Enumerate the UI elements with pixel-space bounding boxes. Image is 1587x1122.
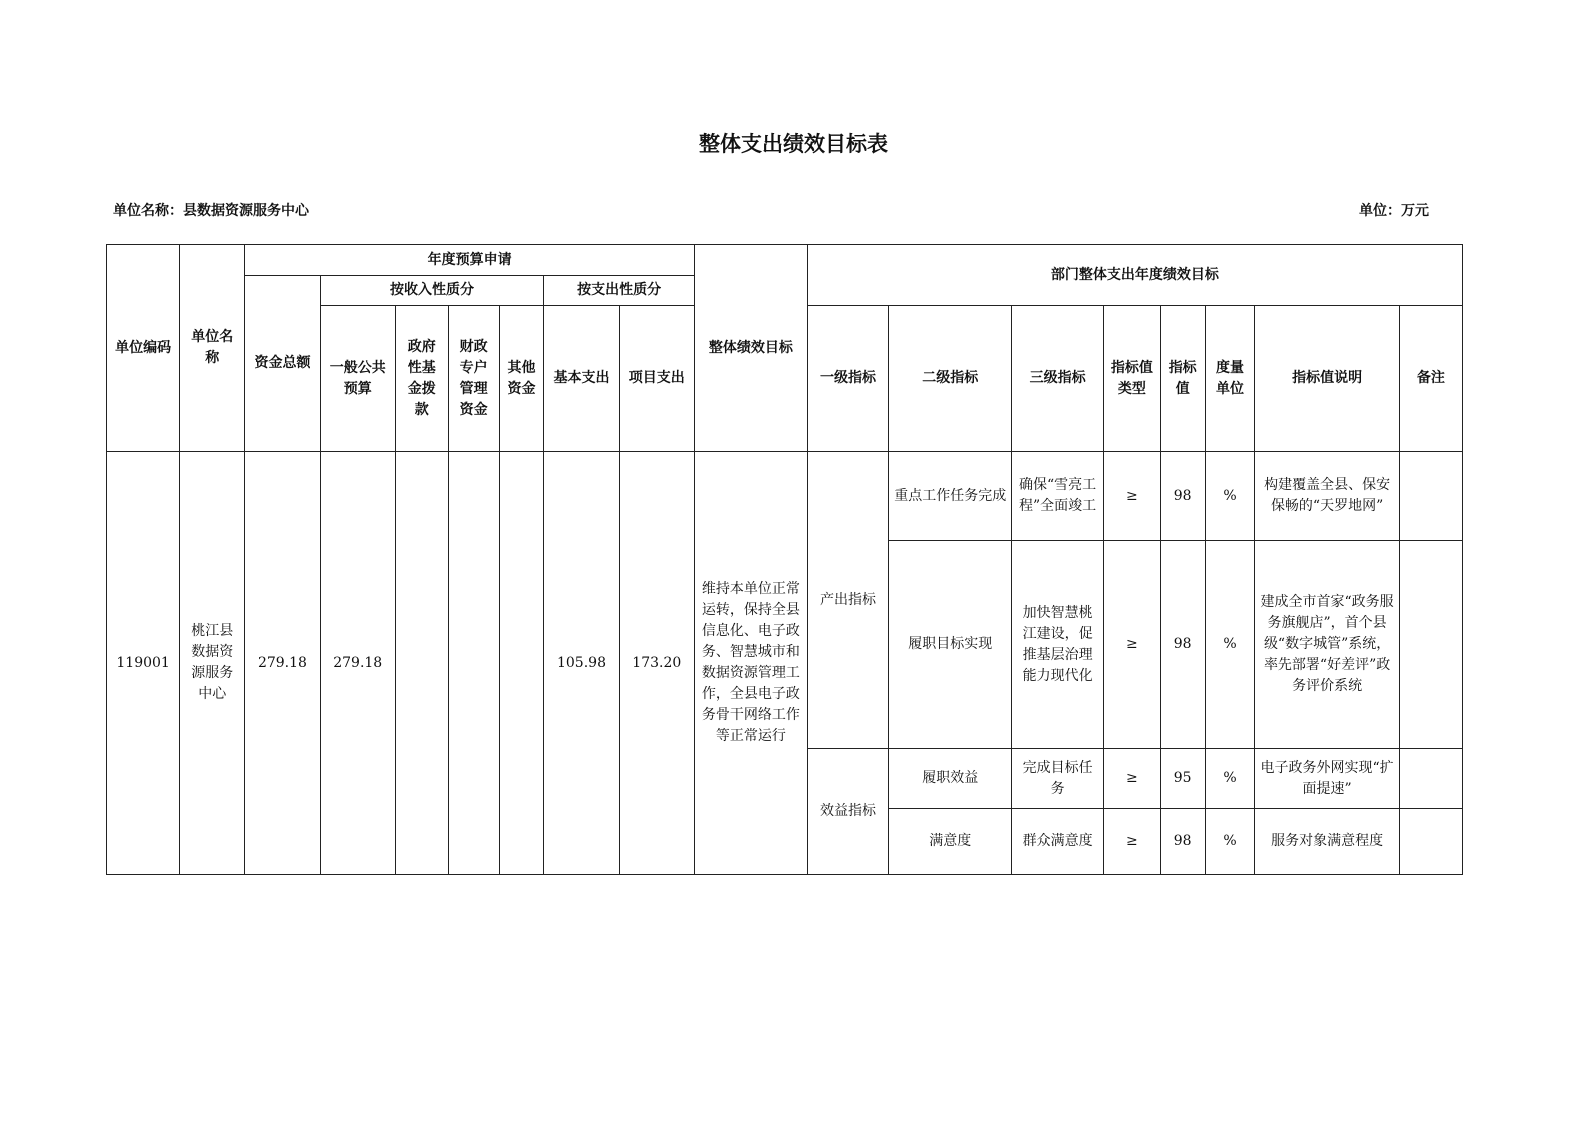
header-by-expense: 按支出性质分 bbox=[544, 276, 695, 306]
header-project-expense: 项目支出 bbox=[619, 306, 694, 452]
cell-level3: 确保“雪亮工程”全面竣工 bbox=[1012, 452, 1104, 541]
cell-fiscal-special bbox=[448, 452, 499, 875]
header-gov-fund: 政府性基金拨款 bbox=[395, 306, 448, 452]
cell-value-desc: 电子政务外网实现“扩面提速” bbox=[1255, 749, 1399, 809]
header-other-funds: 其他资金 bbox=[499, 306, 544, 452]
header-by-income: 按收入性质分 bbox=[320, 276, 544, 306]
page-title: 整体支出绩效目标表 bbox=[699, 132, 888, 156]
cell-level2: 重点工作任务完成 bbox=[889, 452, 1012, 541]
cell-value-type: ≥ bbox=[1103, 541, 1160, 749]
header-value-type: 指标值类型 bbox=[1103, 306, 1160, 452]
header-general-public: 一般公共预算 bbox=[320, 306, 395, 452]
cell-value: 98 bbox=[1160, 541, 1205, 749]
table-row bbox=[107, 452, 1463, 541]
cell-remark bbox=[1399, 749, 1462, 809]
header-budget-apply: 年度预算申请 bbox=[245, 245, 695, 276]
unit-name-label: 单位名称：县数据资源服务中心 bbox=[113, 203, 309, 219]
cell-measure-unit: % bbox=[1205, 541, 1255, 749]
cell-value-type: ≥ bbox=[1103, 452, 1160, 541]
header-fiscal-special: 财政专户管理资金 bbox=[448, 306, 499, 452]
header-value: 指标值 bbox=[1160, 306, 1205, 452]
cell-level1-output: 产出指标 bbox=[807, 452, 888, 749]
cell-general-public: 279.18 bbox=[320, 452, 395, 875]
cell-value-desc: 构建覆盖全县、保安保畅的“天罗地网” bbox=[1255, 452, 1399, 541]
cell-level3: 群众满意度 bbox=[1012, 809, 1104, 875]
cell-project-expense: 173.20 bbox=[619, 452, 694, 875]
cell-level2: 履职目标实现 bbox=[889, 541, 1012, 749]
cell-level2: 履职效益 bbox=[889, 749, 1012, 809]
header-level2: 二级指标 bbox=[889, 306, 1012, 452]
cell-unit-code: 119001 bbox=[107, 452, 180, 875]
header-level1: 一级指标 bbox=[807, 306, 888, 452]
cell-measure-unit: % bbox=[1205, 809, 1255, 875]
cell-level3: 加快智慧桃江建设，促推基层治理能力现代化 bbox=[1012, 541, 1104, 749]
cell-value-desc: 建成全市首家“政务服务旗舰店”，首个县级“数字城管”系统，率先部署“好差评”政务评价系统 bbox=[1255, 541, 1399, 749]
cell-overall-goal: 维持本单位正常运转，保持全县信息化、电子政务、智慧城市和数据资源管理工作，全县电子政务骨干网络工作等正常运行 bbox=[694, 452, 807, 875]
cell-level3: 完成目标任务 bbox=[1012, 749, 1104, 809]
cell-value-type: ≥ bbox=[1103, 809, 1160, 875]
header-total-funds: 资金总额 bbox=[245, 276, 320, 452]
header-row-1 bbox=[107, 245, 1463, 276]
cell-unit-name: 桃江县数据资源服务中心 bbox=[180, 452, 245, 875]
cell-level1-benefit: 效益指标 bbox=[807, 749, 888, 875]
cell-level2: 满意度 bbox=[889, 809, 1012, 875]
cell-gov-fund bbox=[395, 452, 448, 875]
header-unit-name: 单位名称 bbox=[180, 245, 245, 452]
cell-total-funds: 279.18 bbox=[245, 452, 320, 875]
cell-value: 95 bbox=[1160, 749, 1205, 809]
header-remark: 备注 bbox=[1399, 306, 1462, 452]
unit-label: 单位：万元 bbox=[1359, 203, 1429, 219]
cell-value-type: ≥ bbox=[1103, 749, 1160, 809]
cell-remark bbox=[1399, 809, 1462, 875]
cell-measure-unit: % bbox=[1205, 749, 1255, 809]
header-value-desc: 指标值说明 bbox=[1255, 306, 1399, 452]
header-basic-expense: 基本支出 bbox=[544, 306, 619, 452]
cell-value: 98 bbox=[1160, 809, 1205, 875]
header-dept-goal: 部门整体支出年度绩效目标 bbox=[807, 245, 1462, 306]
performance-table bbox=[106, 244, 1463, 875]
header-level3: 三级指标 bbox=[1012, 306, 1104, 452]
cell-value-desc: 服务对象满意程度 bbox=[1255, 809, 1399, 875]
cell-remark bbox=[1399, 541, 1462, 749]
cell-basic-expense: 105.98 bbox=[544, 452, 619, 875]
cell-measure-unit: % bbox=[1205, 452, 1255, 541]
header-unit-code: 单位编码 bbox=[107, 245, 180, 452]
header-measure-unit: 度量单位 bbox=[1205, 306, 1255, 452]
cell-value: 98 bbox=[1160, 452, 1205, 541]
cell-remark bbox=[1399, 452, 1462, 541]
header-overall-goal: 整体绩效目标 bbox=[694, 245, 807, 452]
cell-other-funds bbox=[499, 452, 544, 875]
